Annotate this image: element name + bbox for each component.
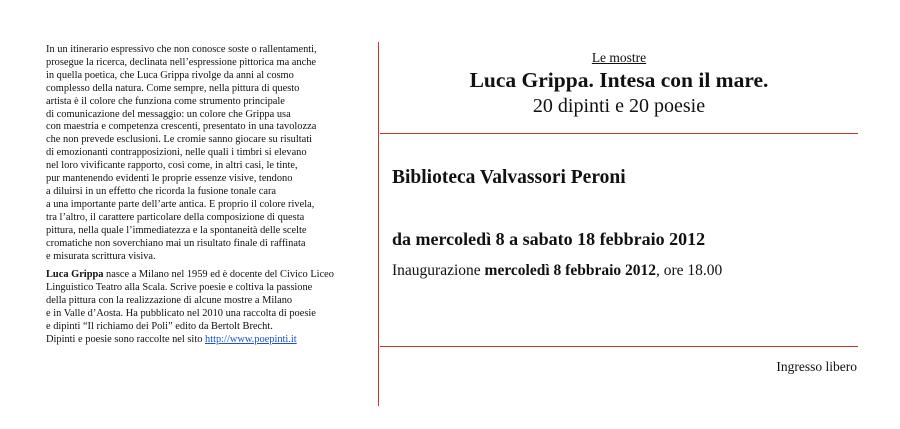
description-line: artista è il colore che funziona come strumento principale	[46, 95, 285, 107]
description-line: nel loro vivificante rapporto, così come, in altri casi, le tinte,	[46, 160, 298, 172]
description-line: In un itinerario espressivo che non conosce soste o rallentamenti,	[46, 44, 317, 55]
description-line: a diluirsi in un effetto che ricorda la fusione tonale cara	[46, 185, 277, 197]
section-label: Le mostre	[591, 50, 647, 65]
exhibition-heading	[380, 50, 858, 118]
bio-site-line	[46, 334, 368, 347]
description-line: tra l’altro, il carattere particolare della composizione di questa	[46, 211, 305, 223]
description-line: complesso della natura. Come sempre, nella pittura di questo	[46, 82, 300, 94]
artist-bio	[46, 269, 368, 346]
artist-name: Luca Grippa	[46, 269, 104, 281]
opening-time: , ore 18.00	[656, 262, 723, 279]
exhibition-subtitle: 20 dipinti e 20 poesie	[532, 95, 706, 117]
bio-first-line	[46, 269, 368, 282]
bio-first-line-text: nasce a Milano nel 1959 ed è docente del Civico Liceo	[103, 269, 334, 281]
opening-date: mercoledì 8 febbraio 2012	[484, 262, 657, 279]
description-line: che non prevede esclusioni. Le cromie sanno giocare su risultati	[46, 134, 313, 146]
description-line: pittura, nella quale l’immediatezza e la spontaneità delle scelte	[46, 224, 307, 236]
artist-description-column	[46, 44, 368, 347]
bio-line: e in Valle d’Aosta. Ha pubblicato nel 2010 una raccolta di poesie	[46, 308, 316, 320]
description-line: in quella poetica, che Luca Grippa rivolge da anni al cosmo	[46, 69, 294, 81]
venue-name: Biblioteca Valvassori Peroni	[392, 167, 626, 188]
bio-line: della pittura con la realizzazione di alcune mostre a Milano	[46, 295, 293, 307]
free-entry-note: Ingresso libero	[776, 359, 857, 374]
bio-line: e dipinti “Il richiamo dei Poli” edito da Bertolt Brecht.	[46, 321, 273, 333]
website-link[interactable]: http://www.poepinti.it	[205, 333, 297, 345]
description-line: e misurata scrittura visiva.	[46, 250, 156, 262]
opening-prefix: Inaugurazione	[392, 262, 485, 279]
description-line: di comunicazione del messaggio: un colore che Grippa usa	[46, 108, 291, 120]
description-line: pur mantenendo evidenti le proprie essenze visive, tendono	[46, 173, 293, 185]
opening-info	[392, 262, 722, 280]
description-line: prosegue la ricerca, declinata nell’espressione pittorica ma anche	[46, 56, 317, 68]
exhibition-dates: da mercoledì 8 a sabato 18 febbraio 2012	[392, 229, 706, 249]
description-line: a una importante parte dell’arte antica. E proprio il colore rivela,	[46, 198, 315, 210]
description-line: con maestria e competenza crescenti, presentato in una tavolozza	[46, 121, 317, 133]
description-line: di emozionanti contrapposizioni, nelle quali i timbri si elevano	[46, 147, 307, 159]
bio-line: Linguistico Teatro alla Scala. Scrive poesie e coltiva la passione	[46, 282, 313, 294]
exhibition-description	[46, 44, 368, 263]
description-line: cromatiche non soverchiano mai un risultato finale di raffinata	[46, 237, 306, 249]
horizontal-divider-bottom	[380, 346, 858, 347]
vertical-divider	[378, 42, 379, 406]
horizontal-divider-top	[380, 133, 858, 134]
bio-site-text: Dipinti e poesie sono raccolte nel sito	[46, 333, 205, 345]
exhibition-title: Luca Grippa. Intesa con il mare.	[469, 68, 769, 92]
